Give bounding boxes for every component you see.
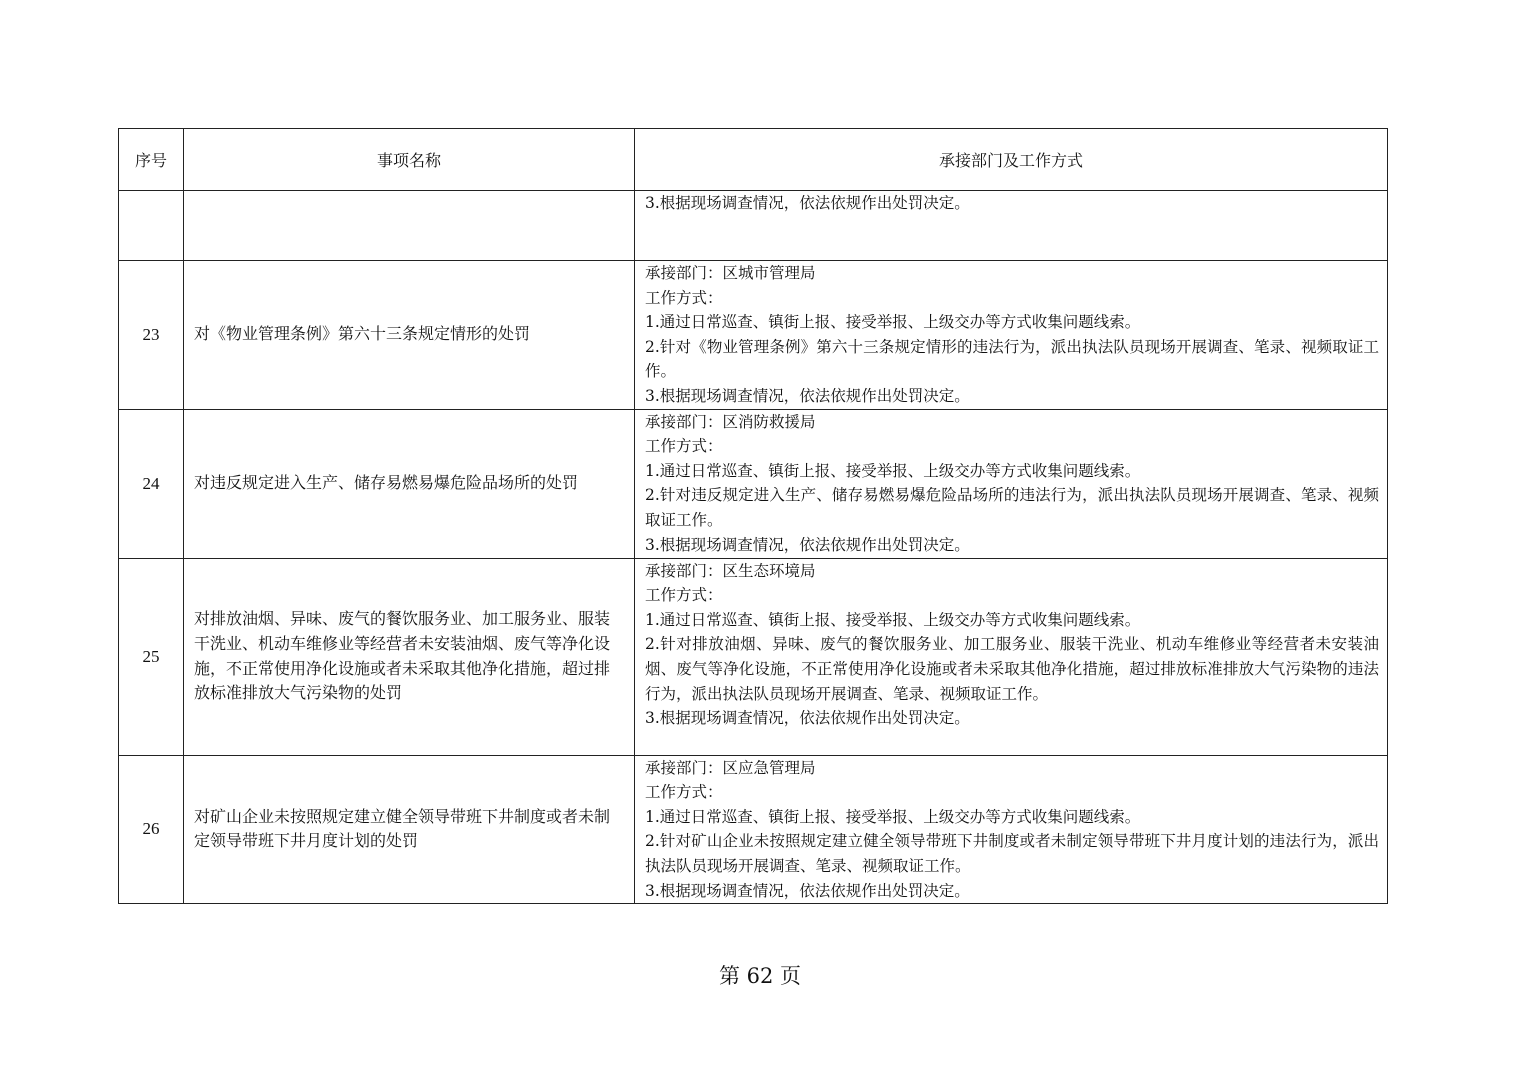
row-method [635,191,1388,261]
method-step-3: 3.根据现场调查情况，依法依规作出处罚决定。 [645,535,970,554]
row-method [635,558,1388,755]
row-seq: 23 [119,261,184,410]
row-name: 对违反规定进入生产、储存易燃易爆危险品场所的处罚 [184,409,635,558]
method-step-1: 1.通过日常巡查、镇街上报、接受举报、上级交办等方式收集问题线索。 [645,807,1141,826]
method-label: 工作方式： [645,586,723,605]
method-step-1: 1.通过日常巡查、镇街上报、接受举报、上级交办等方式收集问题线索。 [645,313,1141,332]
method-step-2: 2.针对《物业管理条例》第六十三条规定情形的违法行为，派出执法队员现场开展调查、笔录、视频取证工作。 [645,337,1379,381]
table-header-row [119,129,1388,191]
method-step-3: 3.根据现场调查情况，依法依规作出处罚决定。 [645,881,970,900]
method-step-2: 2.针对排放油烟、异味、废气的餐饮服务业、加工服务业、服装干洗业、机动车维修业等经营者未安装油烟、废气等净化设施，不正常使用净化设施或者未采取其他净化措施，超过排放标准排放大气污染物的违法行为，派出执法队员现场开展调查、笔录、视频取证工作。 [645,635,1379,703]
header-seq: 序号 [119,129,184,191]
row-seq: 25 [119,558,184,755]
header-method: 承接部门及工作方式 [635,129,1388,191]
row-method [635,409,1388,558]
department-line: 承接部门：区生态环境局 [645,561,816,580]
method-step-3: 3.根据现场调查情况，依法依规作出处罚决定。 [645,709,970,728]
row-seq [119,191,184,261]
header-name: 事项名称 [184,129,635,191]
page-number: 第 62 页 [718,964,802,988]
row-name: 对《物业管理条例》第六十三条规定情形的处罚 [184,261,635,410]
row-seq: 24 [119,409,184,558]
method-step-1: 1.通过日常巡查、镇街上报、接受举报、上级交办等方式收集问题线索。 [645,461,1141,480]
table-row [119,191,1388,261]
matters-table [118,128,1388,904]
table-row [119,261,1388,410]
method-label: 工作方式： [645,783,723,802]
method-label: 工作方式： [645,288,723,307]
method-step-2: 2.针对矿山企业未按照规定建立健全领导带班下井制度或者未制定领导带班下井月度计划的违法行为，派出执法队员现场开展调查、笔录、视频取证工作。 [645,832,1379,875]
method-step-2: 2.针对违反规定进入生产、储存易燃易爆危险品场所的违法行为，派出执法队员现场开展调查、笔录、视频取证工作。 [645,486,1379,529]
department-line: 承接部门：区消防救援局 [645,412,816,431]
method-step-1: 1.通过日常巡查、镇街上报、接受举报、上级交办等方式收集问题线索。 [645,610,1141,629]
row-name: 对排放油烟、异味、废气的餐饮服务业、加工服务业、服装干洗业、机动车维修业等经营者未安装油烟、废气等净化设施，不正常使用净化设施或者未采取其他净化措施，超过排放标准排放大气污染物的处罚 [184,558,635,755]
table-row [119,755,1388,904]
row-name [184,191,635,261]
table-row [119,409,1388,558]
table-row [119,558,1388,755]
method-label: 工作方式： [645,437,723,456]
method-step-3: 3.根据现场调查情况，依法依规作出处罚决定。 [645,386,970,405]
row-method [635,755,1388,904]
department-line: 承接部门：区应急管理局 [645,758,816,777]
row-method [635,261,1388,410]
method-line: 3.根据现场调查情况，依法依规作出处罚决定。 [645,194,970,212]
department-line: 承接部门：区城市管理局 [645,264,816,282]
row-seq: 26 [119,755,184,904]
row-name: 对矿山企业未按照规定建立健全领导带班下井制度或者未制定领导带班下井月度计划的处罚 [184,755,635,904]
